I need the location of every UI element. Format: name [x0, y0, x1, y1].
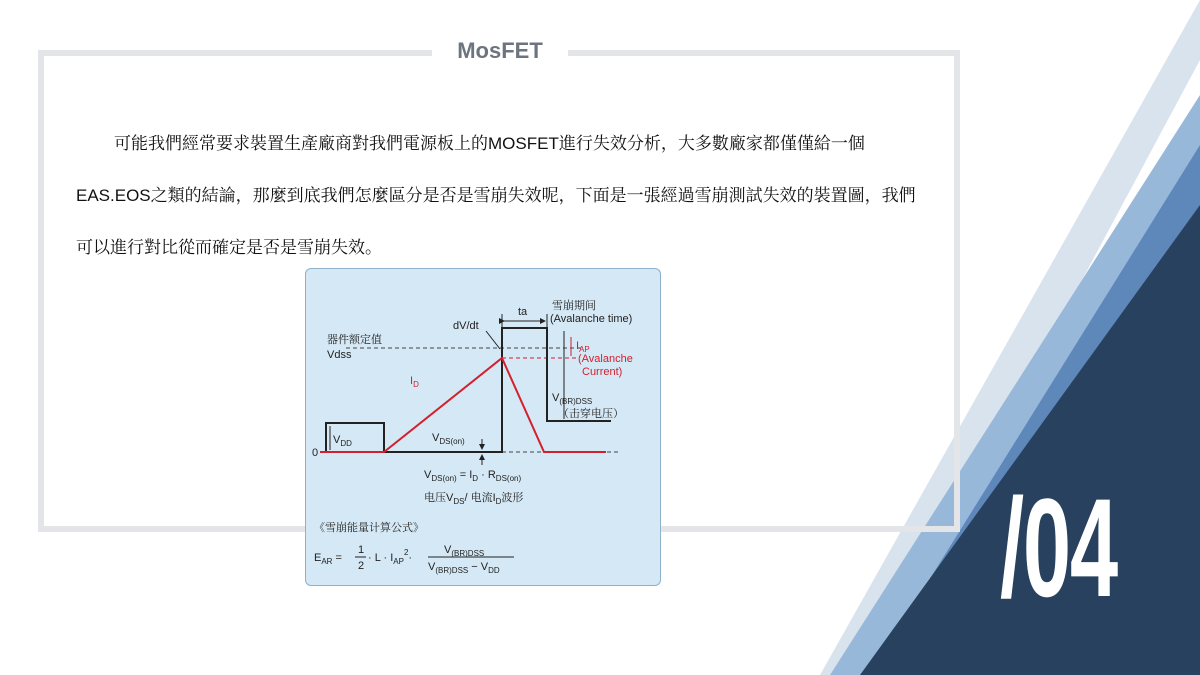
avalanche-time-en: (Avalanche time) — [550, 313, 633, 325]
vdson-equation: $V_{DS(on)} = I_D \cdot R_{DS(on)}$ — [424, 469, 522, 483]
avalanche-diagram — [306, 269, 661, 586]
formula-lhs: $E_{AR}$ = — [314, 552, 342, 566]
vbr-label: $V_{(BR)DSS}$ — [552, 392, 593, 406]
formula-frac-bottom: $V_{(BR)DSS} - V_{DD}$ — [428, 561, 500, 575]
iap-label: $I_{AP}$ — [576, 340, 590, 354]
formula-half-num: 1 — [358, 544, 365, 556]
body-paragraph: 可能我們經常要求裝置生產廠商對我們電源板上的MOSFET進行失效分析，大多數廠家都僅僅給一個EAS.EOS之類的結論，那麼到底我們怎麼區分是否是雪崩失效呢，下面是一張經過雪崩測試失效的裝置圖，我們可以進行對比從而確定是否是雪崩失效。 — [76, 134, 916, 257]
avalanche-time-cn: 雪崩期间 — [552, 300, 596, 312]
iap-desc-2: Current) — [582, 366, 623, 378]
formula-half-den: 2 — [358, 560, 365, 572]
iap-desc-1: (Avalanche — [578, 353, 633, 365]
slide-title: MosFET — [432, 34, 568, 68]
vdson-label: $V_{DS(on)}$ — [432, 432, 465, 446]
id-label: $I_D$ — [410, 375, 419, 389]
ta-label: ta — [518, 306, 528, 318]
voltage-waveform — [326, 328, 611, 452]
formula-mid: · $L \cdot I_{AP}^2\cdot$ — [368, 548, 413, 566]
waveform-caption: 电压$V_{DS}/$ 电流$I_D$波形 — [424, 492, 524, 506]
avalanche-diagram-figure — [305, 268, 661, 586]
dvdt-pointer — [486, 331, 500, 349]
zero-label: 0 — [312, 447, 319, 459]
vdss-label: Vdss — [327, 349, 352, 361]
formula-frac-top: $V_{(BR)DSS}$ — [444, 544, 485, 558]
formula-title: 《雪崩能量计算公式》 — [314, 522, 424, 534]
vdd-label: $V_{DD}$ — [333, 434, 352, 448]
slide-number: /04 — [1000, 469, 1117, 626]
rated-value-cn: 器件额定值 — [327, 334, 382, 346]
breakdown-cn: （击穿电压） — [558, 408, 624, 420]
dvdt-label: dV/dt — [453, 320, 479, 332]
